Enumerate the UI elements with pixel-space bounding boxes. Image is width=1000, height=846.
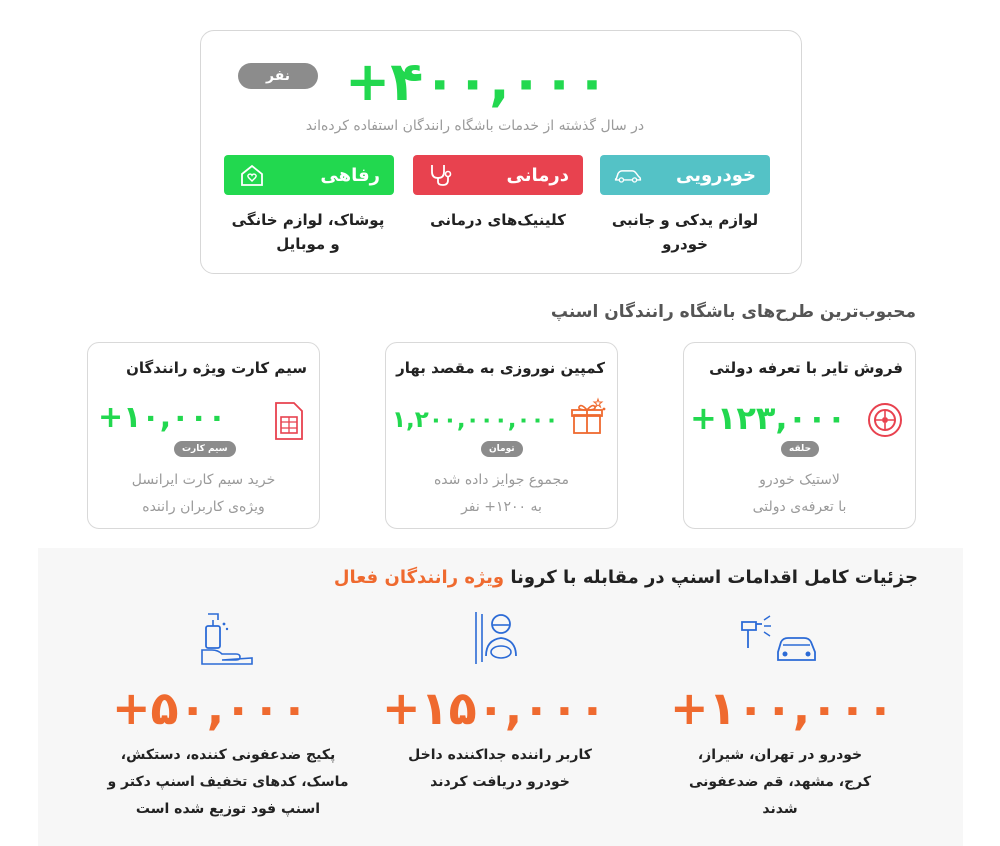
car-icon — [614, 163, 642, 187]
plan-card-sim[interactable] — [87, 342, 320, 529]
plan-badge: سیم کارت — [174, 441, 236, 457]
stats-subtitle: در سال گذشته از خدمات باشگاه رانندگان استفاده کرده‌اند — [305, 118, 645, 134]
plan-badge: تومان — [481, 441, 523, 457]
gift-icon — [568, 395, 608, 441]
total-users-number: +۴۰۰,۰۰۰ — [345, 50, 609, 113]
corona-title-highlight: ویژه رانندگان فعال — [333, 567, 505, 588]
plan-title: فروش تایر با تعرفه دولتی — [709, 359, 903, 377]
category-label: خودرویی — [675, 164, 756, 186]
plan-number: +۱۲۳,۰۰۰ — [690, 399, 847, 437]
category-car-desc: لوازم یدکی و جانبی خودرو — [611, 211, 759, 253]
driver-partition-icon — [468, 608, 530, 668]
home-heart-icon — [238, 163, 266, 187]
category-medical-desc: کلینیک‌های درمانی — [430, 211, 566, 229]
corona-stat-desc: پکیج ضدعفونی کننده، دستکش، ماسک، کدهای تخفیف اسنپ دکتر و اسنپ فود توزیع شده است — [107, 747, 349, 817]
corona-stat-desc: کاربر راننده جداکننده داخل خودرو دریافت کردند — [408, 747, 592, 790]
plan-badge: حلقه — [781, 441, 819, 457]
plan-title: کمپین نوروزی به مقصد بهار — [396, 359, 605, 377]
corona-stat-desc: خودرو در تهران، شیراز، کرج، مشهد، قم ضدعفونی شدند — [688, 747, 872, 817]
category-welfare-desc: پوشاک، لوازم خانگی و موبایل — [231, 211, 385, 253]
tire-icon — [866, 401, 904, 443]
stethoscope-icon — [427, 163, 455, 187]
plan-desc: لاستیک خودرو با تعرفه‌ی دولتی — [752, 472, 847, 515]
corona-stat-number: +۱۰۰,۰۰۰ — [670, 681, 895, 735]
hand-sanitizer-icon — [196, 608, 258, 668]
plan-card-tire[interactable] — [683, 342, 916, 529]
corona-stat-number: +۵۰,۰۰۰ — [112, 681, 309, 735]
plan-card-nowruz[interactable] — [385, 342, 618, 529]
corona-title: جزئیات کامل اقدامات اسنپ در مقابله با کرونا ویژه رانندگان فعال — [333, 567, 918, 588]
category-label: رفاهی — [320, 164, 380, 186]
plan-number: +۱۰,۰۰۰ — [98, 400, 227, 435]
plan-title: سیم کارت ویژه رانندگان — [126, 359, 307, 377]
popular-plans-title: محبوب‌ترین طرح‌های باشگاه رانندگان اسنپ — [550, 302, 916, 322]
category-label: درمانی — [506, 164, 569, 186]
plan-desc: مجموع جوایز داده شده به ۱۲۰۰+ نفر — [433, 472, 570, 515]
category-car-button[interactable] — [600, 155, 770, 195]
category-medical-button[interactable] — [413, 155, 583, 195]
unit-badge: نفر — [238, 63, 318, 89]
plan-number: ۱,۲۰۰,۰۰۰,۰۰۰ — [392, 407, 559, 433]
corona-stat-number: +۱۵۰,۰۰۰ — [382, 681, 607, 735]
car-disinfect-icon — [738, 608, 800, 668]
plan-desc: خرید سیم کارت ایرانسل ویژه‌ی کاربران راننده — [131, 472, 276, 515]
sim-card-icon — [272, 401, 306, 445]
category-welfare-button[interactable] — [224, 155, 394, 195]
